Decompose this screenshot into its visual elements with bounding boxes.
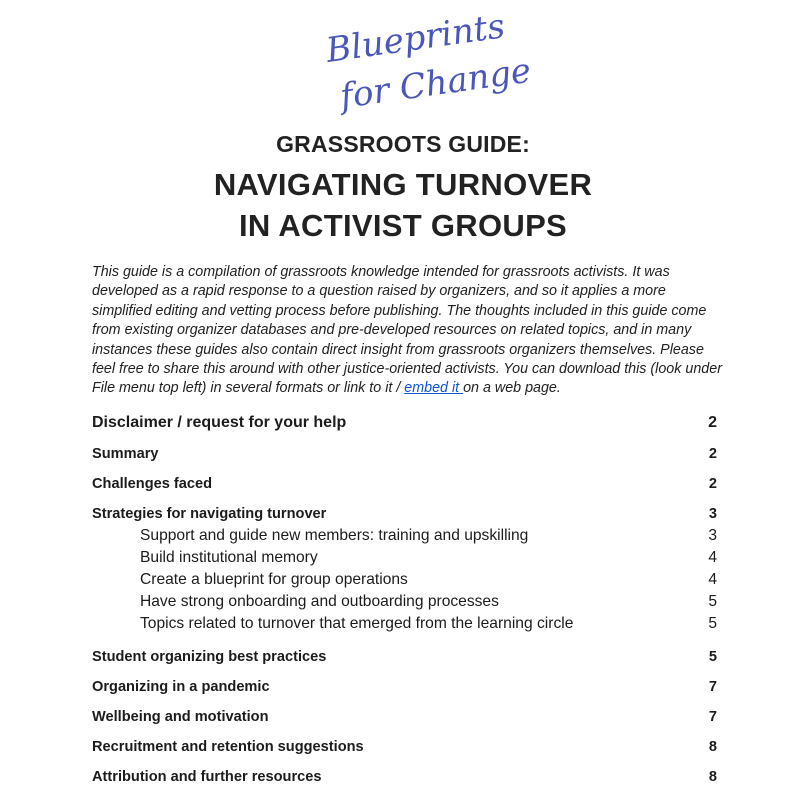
toc-entry-label: Have strong onboarding and outboarding processes — [140, 593, 499, 610]
guide-title-line1: NAVIGATING TURNOVER — [213, 167, 593, 202]
toc-entry-page: 3 — [708, 527, 717, 544]
toc-entry-recruitment[interactable] — [92, 739, 717, 755]
toc-subentry-institutional-memory[interactable] — [140, 549, 717, 567]
toc-entry-label: Organizing in a pandemic — [92, 679, 270, 695]
logo-line1: Blueprints — [323, 6, 508, 71]
toc-entry-student-organizing[interactable] — [92, 649, 717, 665]
toc-entry-attribution[interactable] — [92, 769, 717, 785]
toc-entry-label: Attribution and further resources — [92, 769, 322, 785]
toc-entry-page: 2 — [708, 476, 717, 492]
toc-subentry-blueprint[interactable] — [140, 571, 717, 589]
toc-entry-page: 5 — [708, 593, 717, 610]
toc-entry-page: 8 — [708, 739, 717, 755]
logo-line2: for Change — [337, 50, 534, 117]
toc-entry-page: 8 — [708, 769, 717, 785]
toc-entry-disclaimer[interactable] — [92, 414, 717, 432]
toc-entry-page: 7 — [708, 679, 717, 695]
toc-entry-label: Topics related to turnover that emerged from the learning circle — [140, 615, 574, 632]
toc-subentry-support-new-members[interactable] — [140, 527, 717, 545]
toc-entry-page: 4 — [708, 549, 717, 566]
toc-entry-page: 4 — [708, 571, 717, 588]
toc-entry-page: 7 — [708, 709, 717, 725]
toc-subentry-learning-circle[interactable] — [140, 615, 717, 633]
toc-entry-challenges[interactable] — [92, 476, 717, 492]
embed-link[interactable]: embed it — [404, 380, 464, 397]
toc-subentry-onboarding[interactable] — [140, 593, 717, 611]
toc-entry-summary[interactable] — [92, 446, 717, 462]
intro-text: This guide is a compilation of grassroots knowledge intended for grassroots activists. It was developed as a rapid response to a question raised by organizers, and so it applies a more simplified editing and vetting process before publishing. The thoughts included in this guide come from existing organizer databases and pre-developed resources on related topics, and in many instances these guides also contain direct insight from grassroots organizers themselves. Please feel free to share this around with other justice-oriented activists. You can download this (look under File menu top left) in several formats or link to it / — [92, 264, 722, 397]
toc-entry-page: 2 — [708, 446, 717, 462]
toc-entry-strategies[interactable] — [92, 506, 717, 522]
toc-entry-label: Summary — [92, 446, 159, 462]
toc-entry-label: Support and guide new members: training and upskilling — [140, 527, 529, 544]
intro-text-end: on a web page. — [463, 380, 561, 397]
guide-title-line2: IN ACTIVIST GROUPS — [238, 208, 568, 243]
toc-entry-page: 5 — [708, 649, 717, 665]
toc-entry-label: Recruitment and retention suggestions — [92, 739, 364, 755]
toc-entry-page: 3 — [708, 506, 717, 522]
toc-entry-page: 2 — [708, 414, 717, 431]
toc-entry-pandemic[interactable] — [92, 679, 717, 695]
toc-entry-label: Disclaimer / request for your help — [92, 414, 347, 431]
toc-entry-label: Create a blueprint for group operations — [140, 571, 408, 588]
toc-entry-label: Challenges faced — [92, 476, 213, 492]
toc-entry-wellbeing[interactable] — [92, 709, 717, 725]
toc-entry-page: 5 — [708, 615, 717, 632]
toc-entry-label: Student organizing best practices — [92, 649, 327, 665]
toc-entry-label: Strategies for navigating turnover — [92, 506, 327, 522]
intro-paragraph — [92, 263, 722, 399]
guide-subtitle: GRASSROOTS GUIDE: — [276, 131, 530, 157]
toc-entry-label: Build institutional memory — [140, 549, 318, 566]
blueprints-for-change-logo — [320, 6, 534, 122]
toc-entry-label: Wellbeing and motivation — [92, 709, 269, 725]
